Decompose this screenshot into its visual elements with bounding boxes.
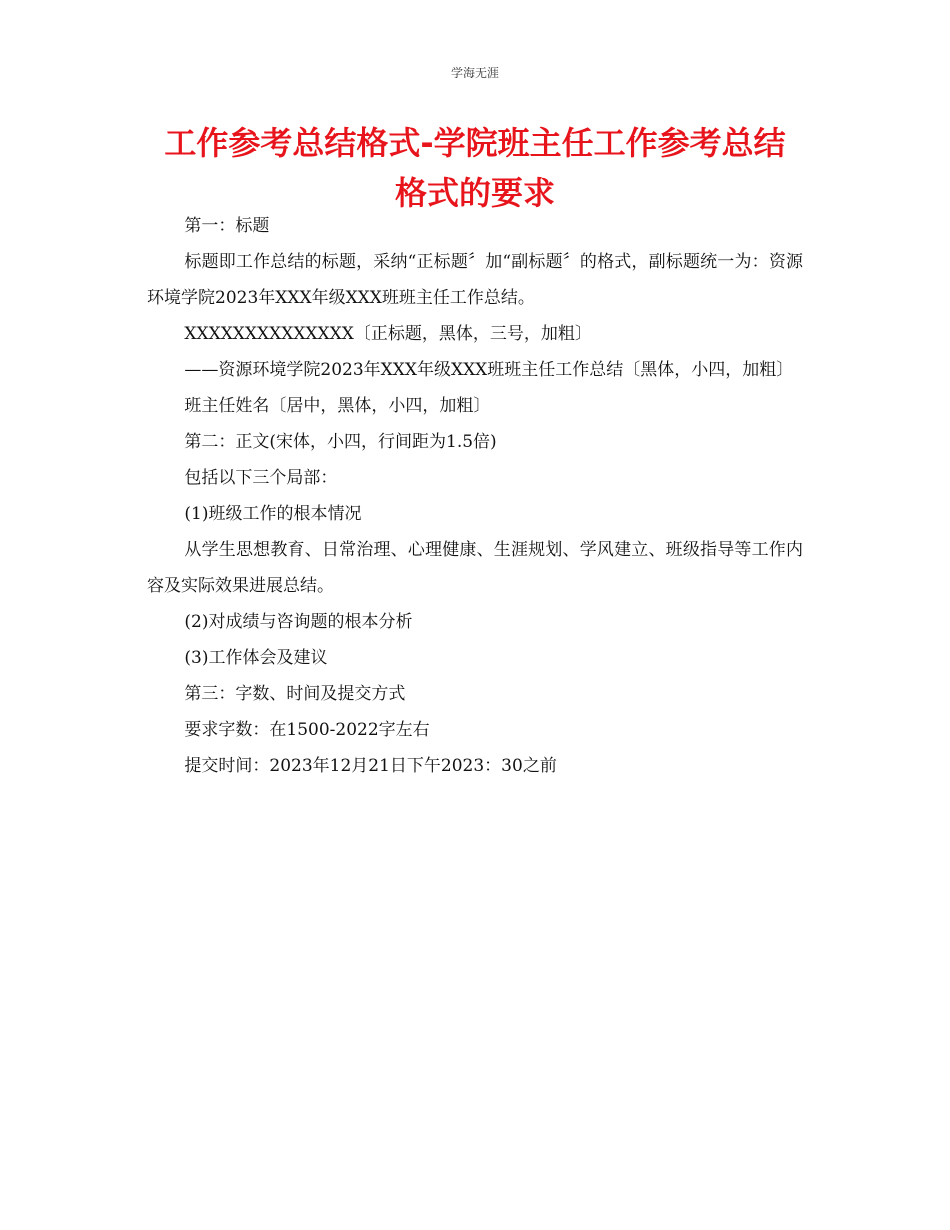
paragraph-title-format: 标题即工作总结的标题，采纳“正标题〞加“副标题〞的格式，副标题统一为：资源环境学院2023年XXX年级XXX班班主任工作总结。 <box>147 252 803 308</box>
list-item-part-3: (3)工作体会及建议 <box>184 648 328 668</box>
document-body <box>147 208 803 784</box>
paragraph-part-1-detail: 从学生思想教育、日常治理、心理健康、生涯规划、学风建立、班级指导等工作内容及实际效果进展总结。 <box>147 540 803 596</box>
page-header-note: 学海无涯 <box>450 66 499 80</box>
paragraph-teacher-name-spec: 班主任姓名〔居中，黑体，小四，加粗〕 <box>184 396 491 416</box>
section-heading-body: 第二：正文(宋体，小四，行间距为1.5倍) <box>184 432 497 452</box>
list-item-part-1: (1)班级工作的根本情况 <box>184 504 362 524</box>
paragraph-word-count: 要求字数：在1500-2022字左右 <box>184 720 430 740</box>
paragraph-subtitle-spec: ——资源环境学院2023年XXX年级XXX班班主任工作总结〔黑体，小四，加粗〕 <box>184 360 794 380</box>
document-title: 工作参考总结格式-学院班主任工作参考总结格式的要求 <box>164 124 786 212</box>
section-heading-submission: 第三：字数、时间及提交方式 <box>184 684 406 704</box>
paragraph-main-title-spec: XXXXXXXXXXXXXX〔正标题，黑体，三号，加粗〕 <box>184 324 592 344</box>
paragraph-three-parts: 包括以下三个局部： <box>184 468 338 488</box>
list-item-part-2: (2)对成绩与咨询题的根本分析 <box>184 612 413 632</box>
paragraph-deadline: 提交时间：2023年12月21日下午2023：30之前 <box>184 756 557 776</box>
section-heading-title: 第一：标题 <box>184 216 270 236</box>
